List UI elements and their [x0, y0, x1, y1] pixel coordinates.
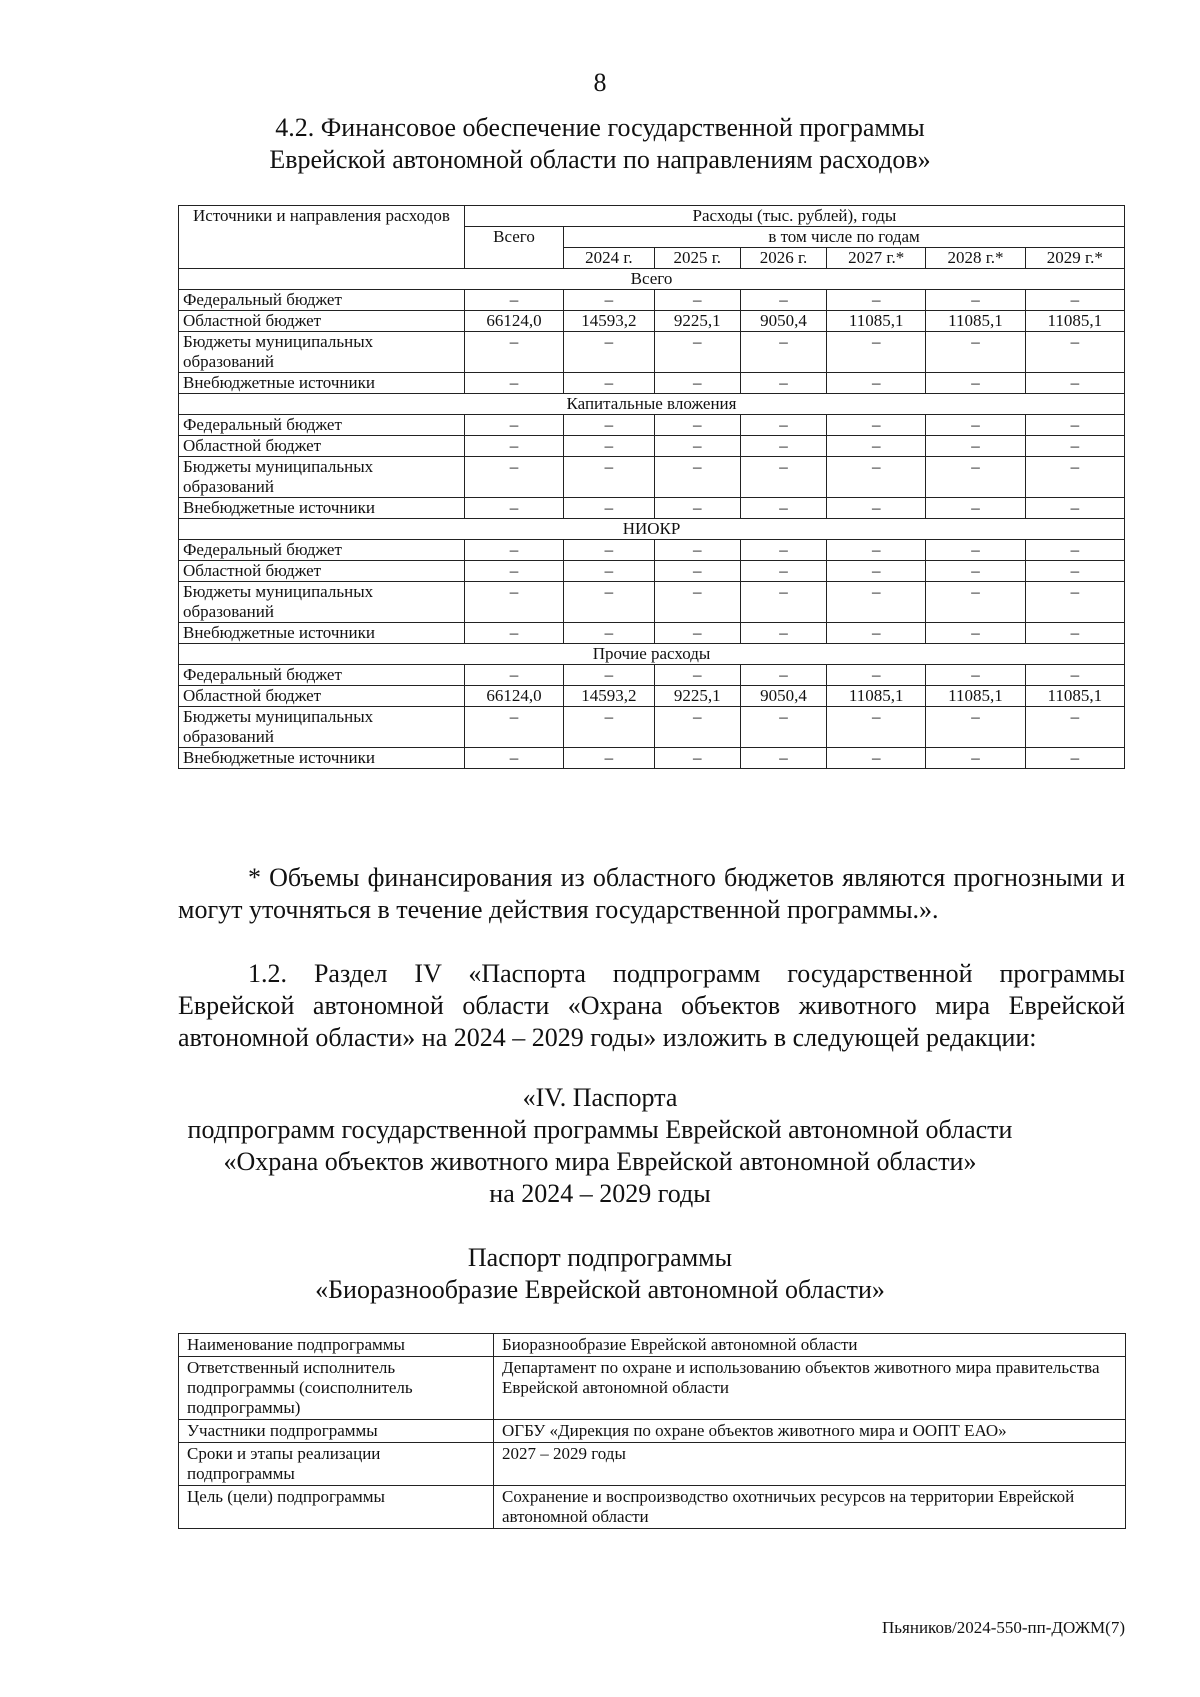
row-value: – — [1025, 457, 1124, 498]
row-value: – — [654, 436, 740, 457]
row-value: – — [1025, 707, 1124, 748]
group-title: Капитальные вложения — [179, 394, 1125, 415]
row-value: – — [926, 457, 1025, 498]
row-value: 11085,1 — [1025, 311, 1124, 332]
group-title: Всего — [179, 269, 1125, 290]
header-by-year: в том числе по годам — [564, 227, 1125, 248]
footer-code: Пьяников/2024-550-пп-ДОЖМ(7) — [882, 1618, 1125, 1637]
row-value: – — [564, 332, 655, 373]
header-source: Источники и направления расходов — [179, 206, 465, 269]
row-value: – — [564, 582, 655, 623]
row-value: – — [740, 582, 826, 623]
row-value: 9225,1 — [654, 686, 740, 707]
row-value: – — [1025, 582, 1124, 623]
row-label: Федеральный бюджет — [179, 665, 465, 686]
row-value: – — [827, 665, 926, 686]
chapter-heading-line-3: «Охрана объектов животного мира Еврейской автономной области» — [223, 1147, 977, 1176]
passport-value: ОГБУ «Дирекция по охране объектов животного мира и ООПТ ЕАО» — [494, 1420, 1126, 1443]
row-value: – — [926, 290, 1025, 311]
row-value: – — [564, 498, 655, 519]
row-label: Бюджеты муниципальных образований — [179, 582, 465, 623]
row-value: – — [564, 373, 655, 394]
table-row — [179, 686, 1125, 707]
header-year: 2025 г. — [654, 248, 740, 269]
passport-row — [179, 1486, 1126, 1529]
passport-heading-line-1: Паспорт подпрограммы — [467, 1243, 733, 1272]
table-row — [179, 290, 1125, 311]
row-value: – — [564, 665, 655, 686]
section-title — [180, 112, 1020, 176]
row-value: – — [926, 498, 1025, 519]
row-value: 11085,1 — [827, 311, 926, 332]
row-value: – — [464, 373, 563, 394]
row-value: – — [464, 332, 563, 373]
row-value: – — [654, 415, 740, 436]
row-value: – — [926, 415, 1025, 436]
table-row — [179, 582, 1125, 623]
row-value: – — [926, 665, 1025, 686]
row-value: 9225,1 — [654, 311, 740, 332]
amend-text: 1.2. Раздел IV «Паспорта подпрограмм государственной программы Еврейской автономной области «Охрана объектов животного мира Еврейской автономной области» на 2024 – 2029 годы» изложить в следующей редакции: — [178, 959, 1125, 1052]
table-row — [179, 498, 1125, 519]
row-value: – — [926, 540, 1025, 561]
passport-heading — [180, 1242, 1020, 1306]
row-value: – — [926, 748, 1025, 769]
row-value: – — [926, 561, 1025, 582]
row-value: – — [827, 748, 926, 769]
row-value: 66124,0 — [464, 311, 563, 332]
header-year: 2029 г.* — [1025, 248, 1124, 269]
table-row — [179, 457, 1125, 498]
row-label: Федеральный бюджет — [179, 540, 465, 561]
passport-label: Ответственный исполнитель подпрограммы (соисполнитель подпрограммы) — [179, 1357, 494, 1420]
row-value: – — [564, 748, 655, 769]
row-value: 11085,1 — [1025, 686, 1124, 707]
row-value: – — [740, 436, 826, 457]
row-value: – — [1025, 373, 1124, 394]
section-title-line-1: 4.2. Финансовое обеспечение государственной программы — [275, 113, 925, 142]
row-value: – — [926, 582, 1025, 623]
chapter-heading — [180, 1082, 1020, 1210]
row-value: – — [740, 623, 826, 644]
row-value: – — [926, 373, 1025, 394]
row-label: Внебюджетные источники — [179, 498, 465, 519]
passport-row — [179, 1334, 1126, 1357]
row-value: – — [654, 623, 740, 644]
row-value: – — [740, 373, 826, 394]
table-row — [179, 332, 1125, 373]
row-value: – — [827, 582, 926, 623]
row-value: – — [827, 436, 926, 457]
row-value: – — [740, 457, 826, 498]
row-value: – — [464, 665, 563, 686]
header-year: 2028 г.* — [926, 248, 1025, 269]
table-row — [179, 436, 1125, 457]
chapter-heading-line-1: «IV. Паспорта — [522, 1083, 678, 1112]
passport-table — [178, 1333, 1126, 1529]
row-value: – — [464, 415, 563, 436]
row-value: – — [654, 290, 740, 311]
passport-label: Цель (цели) подпрограммы — [179, 1486, 494, 1529]
row-label: Федеральный бюджет — [179, 290, 465, 311]
row-value: – — [464, 623, 563, 644]
passport-label: Сроки и этапы реализации подпрограммы — [179, 1443, 494, 1486]
row-value: – — [827, 623, 926, 644]
row-value: 9050,4 — [740, 311, 826, 332]
table-row — [179, 665, 1125, 686]
row-value: – — [827, 332, 926, 373]
row-value: 9050,4 — [740, 686, 826, 707]
row-label: Бюджеты муниципальных образований — [179, 707, 465, 748]
row-value: – — [827, 290, 926, 311]
row-value: – — [740, 332, 826, 373]
row-value: – — [564, 540, 655, 561]
finance-table — [178, 205, 1125, 769]
table-row — [179, 748, 1125, 769]
row-value: – — [1025, 498, 1124, 519]
row-value: – — [464, 498, 563, 519]
row-value: – — [1025, 332, 1124, 373]
row-value: – — [564, 707, 655, 748]
row-label: Федеральный бюджет — [179, 415, 465, 436]
row-value: 14593,2 — [564, 686, 655, 707]
row-label: Областной бюджет — [179, 436, 465, 457]
row-value: – — [654, 457, 740, 498]
table-row — [179, 707, 1125, 748]
row-value: – — [740, 561, 826, 582]
row-value: – — [654, 665, 740, 686]
row-value: – — [464, 457, 563, 498]
passport-row — [179, 1420, 1126, 1443]
chapter-heading-line-4: на 2024 – 2029 годы — [489, 1179, 711, 1208]
row-value: – — [740, 540, 826, 561]
header-expenses: Расходы (тыс. рублей), годы — [464, 206, 1124, 227]
row-value: – — [1025, 561, 1124, 582]
row-value: – — [654, 561, 740, 582]
row-value: – — [1025, 623, 1124, 644]
row-value: – — [654, 332, 740, 373]
row-value: – — [740, 707, 826, 748]
row-value: 11085,1 — [827, 686, 926, 707]
passport-heading-line-2: «Биоразнообразие Еврейской автономной области» — [315, 1275, 885, 1304]
row-value: – — [1025, 665, 1124, 686]
row-value: – — [1025, 748, 1124, 769]
row-value: – — [1025, 415, 1124, 436]
row-value: – — [827, 707, 926, 748]
row-value: – — [464, 748, 563, 769]
header-year: 2027 г.* — [827, 248, 926, 269]
row-label: Областной бюджет — [179, 311, 465, 332]
passport-row — [179, 1357, 1126, 1420]
table-row — [179, 540, 1125, 561]
row-value: – — [464, 582, 563, 623]
row-value: – — [926, 332, 1025, 373]
row-value: – — [926, 707, 1025, 748]
row-value: – — [654, 498, 740, 519]
note-text: * Объемы финансирования из областного бюджетов являются прогнозными и могут уточняться в течение действия государственной программы.». — [178, 863, 1125, 924]
header-year: 2024 г. — [564, 248, 655, 269]
row-value: – — [827, 457, 926, 498]
table-row — [179, 623, 1125, 644]
row-value: – — [740, 748, 826, 769]
row-value: – — [464, 707, 563, 748]
header-total: Всего — [464, 227, 563, 269]
row-value: – — [654, 582, 740, 623]
note-paragraph — [178, 862, 1125, 926]
row-value: 11085,1 — [926, 686, 1025, 707]
row-value: – — [740, 290, 826, 311]
row-value: – — [464, 561, 563, 582]
row-value: 11085,1 — [926, 311, 1025, 332]
row-value: – — [1025, 540, 1124, 561]
group-title: НИОКР — [179, 519, 1125, 540]
row-value: – — [564, 436, 655, 457]
row-value: – — [827, 373, 926, 394]
row-label: Бюджеты муниципальных образований — [179, 457, 465, 498]
page-number: 8 — [593, 68, 607, 97]
row-value: – — [564, 457, 655, 498]
table-row — [179, 415, 1125, 436]
row-value: – — [564, 415, 655, 436]
table-row — [179, 561, 1125, 582]
row-value: – — [827, 540, 926, 561]
row-label: Внебюджетные источники — [179, 623, 465, 644]
row-value: – — [654, 707, 740, 748]
row-value: – — [654, 748, 740, 769]
row-value: 14593,2 — [564, 311, 655, 332]
row-value: – — [654, 540, 740, 561]
row-value: – — [740, 415, 826, 436]
row-value: – — [1025, 436, 1124, 457]
header-year: 2026 г. — [740, 248, 826, 269]
passport-row — [179, 1443, 1126, 1486]
row-value: – — [827, 498, 926, 519]
row-value: – — [564, 623, 655, 644]
group-title: Прочие расходы — [179, 644, 1125, 665]
row-value: – — [564, 561, 655, 582]
row-value: – — [827, 561, 926, 582]
passport-label: Наименование подпрограммы — [179, 1334, 494, 1357]
row-value: – — [827, 415, 926, 436]
row-value: – — [740, 498, 826, 519]
row-value: 66124,0 — [464, 686, 563, 707]
passport-value: 2027 – 2029 годы — [494, 1443, 1126, 1486]
chapter-heading-line-2: подпрограмм государственной программы Еврейской автономной области — [187, 1115, 1013, 1144]
row-label: Внебюджетные источники — [179, 748, 465, 769]
row-value: – — [926, 436, 1025, 457]
row-label: Областной бюджет — [179, 686, 465, 707]
row-label: Областной бюджет — [179, 561, 465, 582]
passport-value: Биоразнообразие Еврейской автономной области — [494, 1334, 1126, 1357]
row-value: – — [564, 290, 655, 311]
section-title-line-2: Еврейской автономной области по направлениям расходов» — [269, 145, 931, 174]
row-value: – — [464, 290, 563, 311]
row-label: Внебюджетные источники — [179, 373, 465, 394]
passport-value: Департамент по охране и использованию объектов животного мира правительства Еврейской автономной области — [494, 1357, 1126, 1420]
row-value: – — [926, 623, 1025, 644]
row-value: – — [464, 540, 563, 561]
row-value: – — [1025, 290, 1124, 311]
row-value: – — [654, 373, 740, 394]
amend-paragraph — [178, 958, 1125, 1054]
table-row — [179, 311, 1125, 332]
row-value: – — [464, 436, 563, 457]
table-row — [179, 373, 1125, 394]
passport-value: Сохранение и воспроизводство охотничьих ресурсов на территории Еврейской автономной области — [494, 1486, 1126, 1529]
passport-label: Участники подпрограммы — [179, 1420, 494, 1443]
row-label: Бюджеты муниципальных образований — [179, 332, 465, 373]
row-value: – — [740, 665, 826, 686]
